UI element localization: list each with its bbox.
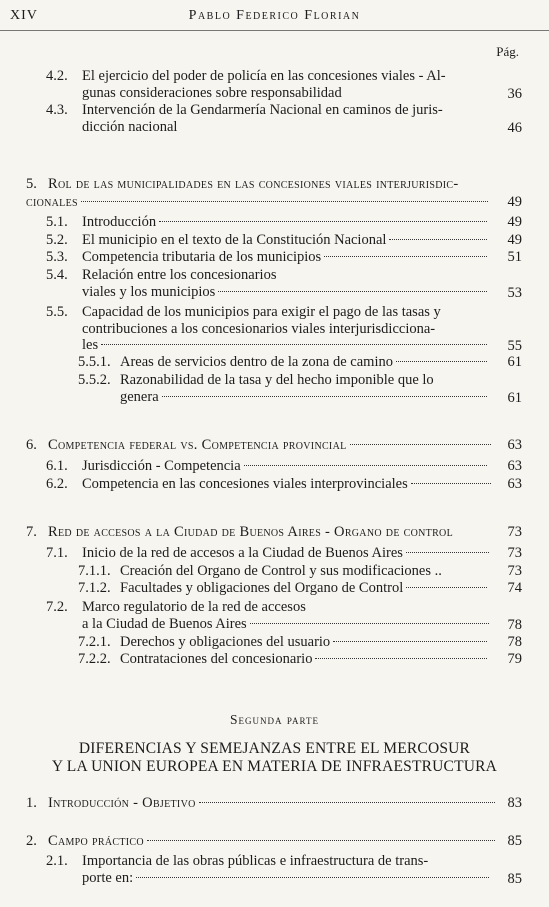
entry-page: 49 (507, 194, 522, 210)
toc-entry (78, 634, 522, 651)
entry-number: 6.2. (46, 476, 68, 492)
dot-leader (250, 623, 489, 624)
entry-number: 7.1.1. (78, 563, 111, 579)
entry-title-line: gunas consideraciones sobre responsabilidad (82, 84, 342, 101)
entry-title-line: Intervención de la Gendarmería Nacional en caminos de juris- (82, 102, 443, 118)
entry-number: 5. (26, 176, 37, 192)
entry-page: 79 (507, 651, 522, 667)
page-column-label: Pág. (496, 44, 519, 59)
entry-page: 46 (507, 120, 522, 136)
entry-title: Competencia federal vs. Competencia provincial (48, 437, 347, 453)
entry-number: 5.5. (46, 304, 68, 320)
toc-entry (46, 68, 522, 102)
entry-title: Inicio de la red de accesos a la Ciudad de Buenos Aires (82, 545, 403, 561)
toc-entry (46, 232, 522, 249)
entry-page: 85 (507, 871, 522, 887)
entry-title: Contrataciones del concesionario (120, 651, 313, 667)
part-title-line: Y LA UNION EUROPEA EN MATERIA DE INFRAESTRUCTURA (51, 758, 498, 775)
entry-title-line: Razonabilidad de la tasa y del hecho imponible que lo (120, 372, 434, 388)
entry-title-line: Importancia de las obras públicas e infraestructura de trans- (82, 853, 429, 869)
entry-title: Introducción (82, 214, 157, 230)
entry-page: 85 (507, 833, 522, 849)
entry-number: 6.1. (46, 458, 68, 474)
entry-page: 63 (507, 476, 522, 492)
part-label: Segunda parte (229, 712, 319, 727)
entry-page: 78 (507, 617, 522, 633)
entry-page: 73 (507, 524, 522, 540)
dot-leader (389, 239, 487, 240)
dot-leader (244, 465, 487, 466)
entry-page: 49 (507, 214, 522, 230)
dot-leader (406, 552, 489, 553)
page-number: XIV (10, 8, 38, 23)
entry-title-line: cionales (26, 194, 78, 210)
entry-number: 5.5.1. (78, 354, 111, 370)
entry-page: 49 (507, 232, 522, 248)
entry-title: El municipio en el texto de la Constitución Nacional (82, 232, 387, 248)
entry-page: 51 (507, 249, 522, 265)
entry-number: 7.1.2. (78, 580, 111, 596)
toc-section (26, 833, 522, 850)
entry-number: 7.2. (46, 599, 68, 615)
dot-leader (147, 840, 495, 841)
entry-number: 7.1. (46, 545, 68, 561)
dot-leader (350, 444, 492, 445)
toc-entry (78, 354, 522, 371)
entry-title: Competencia tributaria de los municipios (82, 249, 322, 265)
dot-leader (199, 802, 495, 803)
toc-entry (78, 580, 522, 597)
entry-number: 1. (26, 795, 37, 811)
entry-number: 5.1. (46, 214, 68, 230)
entry-page: 36 (507, 86, 522, 102)
dot-leader (333, 641, 487, 642)
entry-title: Campo práctico (48, 833, 144, 849)
entry-title-line: Capacidad de los municipios para exigir el pago de las tasas y (82, 304, 441, 320)
entry-number: 5.2. (46, 232, 68, 248)
dot-leader (101, 344, 487, 345)
entry-number: 2.1. (46, 853, 68, 869)
dot-leader (324, 256, 487, 257)
dot-leader (406, 587, 487, 588)
entry-title-line: Rol de las municipalidades en las concesiones viales interjurisdic- (48, 176, 459, 192)
dot-leader (159, 221, 487, 222)
entry-title: Facultades y obligaciones del Organo de Control (120, 580, 404, 596)
entry-title: Creación del Organo de Control y sus modificaciones .. (120, 563, 442, 579)
entry-title-line: contribuciones a los concesionarios viales interjurisdicciona- (82, 320, 436, 337)
entry-number: 7.2.1. (78, 634, 111, 650)
entry-page: 63 (507, 437, 522, 453)
dot-leader (218, 291, 487, 292)
dot-leader (396, 361, 487, 362)
entry-title: Red de accesos a la Ciudad de Buenos Aires - Organo de control (48, 524, 453, 540)
toc-entry (78, 372, 522, 406)
entry-page: 74 (507, 580, 522, 596)
entry-number: 7.2.2. (78, 651, 111, 667)
entry-page: 61 (507, 390, 522, 406)
entry-page: 73 (507, 545, 522, 561)
entry-number: 4.2. (46, 68, 68, 84)
toc-entry (46, 304, 522, 355)
toc-section (26, 437, 522, 454)
entry-number: 7. (26, 524, 37, 540)
toc-entry (46, 267, 522, 301)
entry-number: 2. (26, 833, 37, 849)
dot-leader (162, 396, 487, 397)
entry-title-line: El ejercicio del poder de policía en las concesiones viales - Al- (82, 68, 446, 84)
entry-page: 63 (507, 458, 522, 474)
toc-entry (46, 458, 522, 475)
entry-page: 55 (507, 338, 522, 354)
toc-entry (46, 545, 522, 562)
dot-leader (411, 483, 491, 484)
entry-page: 53 (507, 285, 522, 301)
entry-title-line: genera (120, 388, 159, 405)
toc-section (26, 795, 522, 812)
entry-title-line: Marco regulatorio de la red de accesos (82, 599, 306, 615)
entry-page: 83 (507, 795, 522, 811)
toc-entry (46, 599, 522, 633)
entry-number: 5.5.2. (78, 372, 111, 388)
entry-title: Introducción - Objetivo (48, 795, 196, 811)
entry-page: 78 (507, 634, 522, 650)
toc-entry (46, 249, 522, 266)
entry-number: 5.4. (46, 267, 68, 283)
toc-entry (78, 651, 522, 668)
toc-entry (46, 214, 522, 231)
entry-title-line: viales y los municipios (82, 283, 216, 300)
dot-leader (315, 658, 487, 659)
entry-title: Derechos y obligaciones del usuario (120, 634, 331, 650)
entry-page: 73 (507, 563, 522, 579)
entry-title-line: a la Ciudad de Buenos Aires (82, 615, 247, 632)
part-title-line: DIFERENCIAS Y SEMEJANZAS ENTRE EL MERCOSUR (78, 740, 471, 757)
entry-title: Competencia en las concesiones viales interprovinciales (82, 476, 408, 492)
entry-title-line: porte en: (82, 869, 134, 886)
running-author: Pablo Federico Florian (188, 8, 361, 23)
dot-leader (136, 877, 489, 878)
entry-title: Jurisdicción - Competencia (82, 458, 241, 474)
entry-title-line: dicción nacional (82, 118, 178, 135)
entry-page: 61 (507, 354, 522, 370)
running-header (0, 0, 549, 31)
entry-number: 4.3. (46, 102, 68, 118)
entry-title-line: Relación entre los concesionarios (82, 267, 277, 283)
toc-entry (46, 102, 522, 136)
toc-section (26, 524, 522, 541)
toc-entry (46, 853, 522, 887)
entry-title: Areas de servicios dentro de la zona de camino (120, 354, 393, 370)
toc-section (26, 176, 522, 210)
entry-title-line: les (82, 337, 99, 353)
toc-entry (78, 563, 522, 580)
entry-number: 6. (26, 437, 37, 453)
toc-entry (46, 476, 522, 493)
entry-number: 5.3. (46, 249, 68, 265)
dot-leader (81, 201, 488, 202)
